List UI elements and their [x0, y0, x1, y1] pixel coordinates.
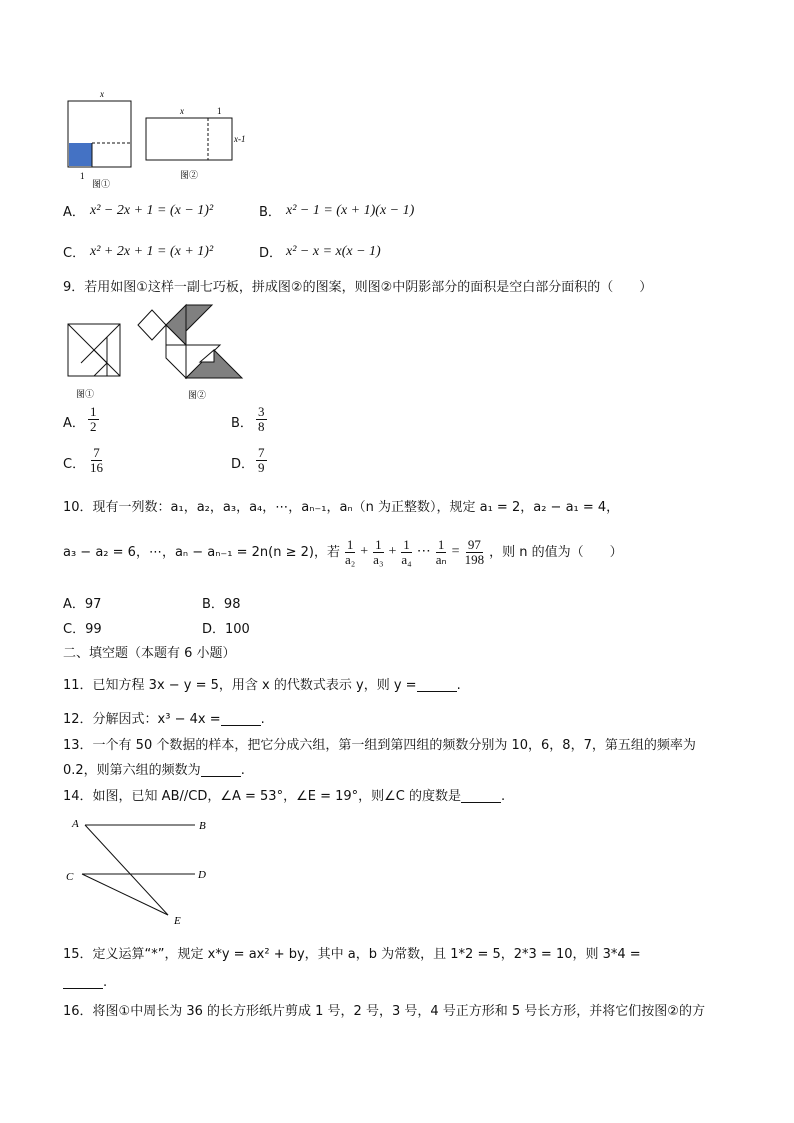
q15-line2: . — [63, 976, 107, 989]
label-c: C — [66, 871, 74, 883]
q12: 12．分解因式：x³ − 4x = . — [63, 712, 265, 727]
q10-frac-2: $\frac{1}{\text{a₃}}$ — [373, 537, 384, 567]
label-e: E — [174, 915, 181, 927]
fig2-label-x: x — [180, 106, 184, 116]
q8-option-b-label: B． — [259, 205, 281, 220]
q10-question-text: ，则 n 的值为（ ） — [489, 544, 623, 560]
q8-option-d-label: D． — [259, 246, 283, 261]
q10-option-d: D．100 — [202, 622, 250, 637]
q9-option-d-fraction: $\frac{7}{9}$ — [258, 445, 265, 475]
q9-figure — [60, 300, 250, 404]
q10-frac-3: $\frac{1}{\text{a₄}}$ — [401, 537, 412, 567]
tangram-square — [68, 324, 120, 376]
q9-option-a-fraction: $\frac{1}{2}$ — [90, 404, 97, 434]
line-ce — [82, 874, 168, 915]
q10-option-b: B．98 — [202, 597, 241, 612]
q9-caption-2: 图② — [188, 390, 207, 400]
q10-stem-line1: 10．现有一列数：a₁，a₂，a₃，a₄，⋯，aₙ₋₁，aₙ（n 为正整数），规定 a₁ = 2，a₂ − a₁ = 4， — [63, 500, 620, 515]
section-2-heading: 二、填空题（本题有 6 小题） — [63, 646, 236, 661]
q10-frac-1: $\frac{1}{\text{a₂}}$ — [344, 537, 356, 567]
q15-blank[interactable] — [63, 976, 103, 989]
fig2-rectangle — [146, 118, 232, 160]
q14-figure — [60, 812, 220, 930]
q8-option-d-formula: x² − x = x(x − 1) — [286, 244, 381, 259]
q8-option-a-formula: x² − 2x + 1 = (x − 1)² — [90, 203, 214, 218]
q15-line1: 15．定义运算“*”，规定 x*y = ax² + by，其中 a，b 为常数，且 1*2 = 5，2*3 = 10，则 3*4 = — [63, 947, 641, 962]
fig2-label-1: 1 — [217, 106, 222, 116]
q8-option-c-formula: x² + 2x + 1 = (x + 1)² — [90, 244, 214, 259]
label-b: B — [199, 820, 206, 832]
q13-blank[interactable] — [201, 764, 241, 777]
tangram-bird — [138, 305, 242, 378]
q14-blank[interactable] — [461, 790, 501, 803]
q9-stem: 9．若用如图①这样一副七巧板，拼成图②的图案，则图②中阴影部分的面积是空白部分面积的（ ） — [63, 280, 653, 295]
q8-figure — [60, 86, 270, 190]
q9-option-c-fraction: $\frac{7}{16}$ — [90, 445, 103, 475]
q10-frac-result: $\frac{97}{198}$ — [464, 537, 485, 567]
q10-stem-line2: a₃ − a₂ = 6，⋯，aₙ − aₙ₋₁ = 2n(n ≥ 2)，若 $\frac{1}{\text{a₂}}$ + $\frac{1}{\text{a₃}}$ + $\frac{1}{\text{a₄}}$ ⋯ $\frac{1}{\text{aₙ}}$ = $\frac{97}{198}$ ，则 n 的值为（ ） — [63, 537, 623, 567]
q9-option-b-label: B． — [231, 416, 253, 431]
q12-blank[interactable] — [221, 713, 261, 726]
fig2-label-xm1: x-1 — [234, 134, 246, 144]
fig2-caption: 图② — [180, 170, 199, 180]
label-a: A — [72, 818, 79, 830]
q8-option-c-label: C． — [63, 246, 86, 261]
q9-option-d-label: D． — [231, 457, 255, 472]
q13-line2: 0.2，则第六组的频数为 . — [63, 763, 245, 778]
label-d: D — [198, 869, 206, 881]
line-ae — [85, 825, 168, 915]
q10-condition-text: a₃ − a₂ = 6，⋯，aₙ − aₙ₋₁ = 2n(n ≥ 2)，若 — [63, 544, 340, 560]
fig1-label-x: x — [100, 89, 104, 99]
q8-option-a-label: A． — [63, 205, 85, 220]
q9-option-a-label: A． — [63, 416, 85, 431]
q11-blank[interactable] — [417, 679, 457, 692]
q9-caption-1: 图① — [76, 389, 95, 399]
q10-option-c: C．99 — [63, 622, 102, 637]
q9-option-b-fraction: $\frac{3}{8}$ — [258, 404, 265, 434]
q10-ellipsis: ⋯ — [416, 544, 431, 560]
q9-option-c-label: C． — [63, 457, 86, 472]
q16-line1: 16．将图①中周长为 36 的长方形纸片剪成 1 号，2 号，3 号，4 号正方形和 5 号长方形，并将它们按图②的方 — [63, 1004, 705, 1019]
fig1-shaded-square — [69, 143, 92, 166]
q8-option-b-formula: x² − 1 = (x + 1)(x − 1) — [286, 203, 415, 218]
q14: 14．如图，已知 AB//CD，∠A = 53°，∠E = 19°，则∠C 的度数是 . — [63, 789, 506, 804]
q10-option-a: A．97 — [63, 597, 102, 612]
q11: 11．已知方程 3x − y = 5，用含 x 的代数式表示 y，则 y = . — [63, 678, 461, 693]
fig1-caption: 图① — [92, 179, 111, 189]
q13-line1: 13．一个有 50 个数据的样本，把它分成六组，第一组到第四组的频数分别为 10，6，8，7，第五组的频率为 — [63, 738, 696, 753]
fig1-label-1: 1 — [80, 171, 85, 181]
q10-frac-4: $\frac{1}{\text{aₙ}}$ — [435, 537, 447, 567]
q10-equals: = — [451, 544, 460, 560]
